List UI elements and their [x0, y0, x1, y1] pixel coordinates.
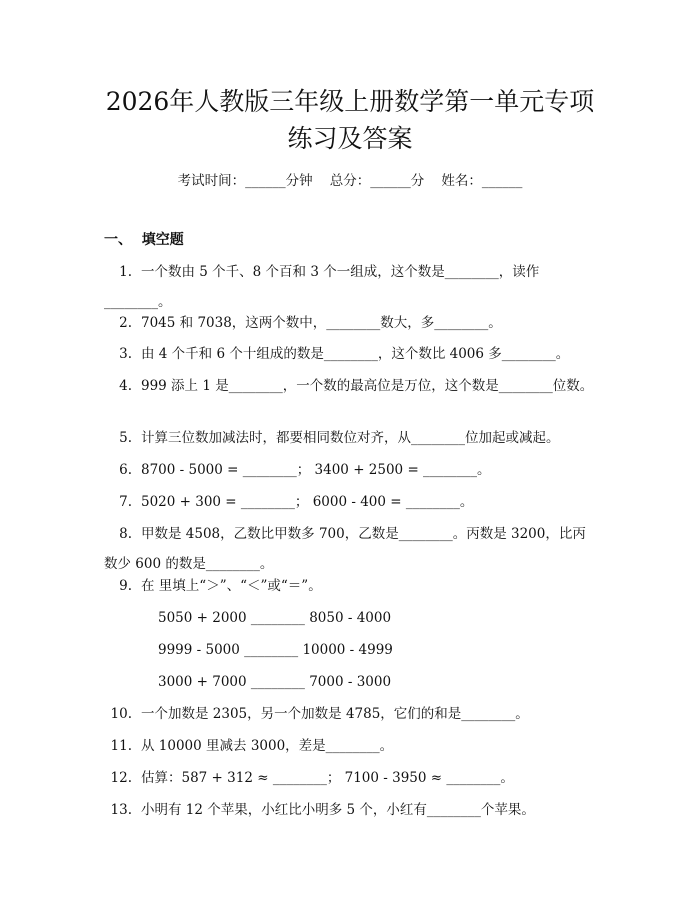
document-title-line-1: 2026年人教版三年级上册数学第一单元专项 [105, 87, 595, 116]
question-12 [104, 763, 594, 793]
question-text: 一个数由 5 个千、8 个百和 3 个一组成，这个数是________，读作________。 [104, 264, 540, 310]
question-text: 一个加数是 2305，另一个加数是 4785，它们的和是________。 [141, 706, 529, 722]
section-heading: 一、 填空题 [104, 232, 184, 248]
question-number: 1. [119, 264, 132, 280]
question-7 [104, 487, 594, 517]
comparison-row-3: 3000 + 7000 ________ 7000 - 3000 [158, 674, 392, 690]
question-number: 10. [110, 706, 132, 722]
question-text: 计算三位数加减法时，都要相同数位对齐，从________位加起或减起。 [141, 430, 560, 446]
question-4 [104, 371, 594, 401]
question-13 [104, 795, 594, 825]
question-text: 从 10000 里减去 3000，差是________。 [141, 738, 394, 754]
question-number: 9. [119, 578, 132, 594]
comparison-row-2: 9999 - 5000 ________ 10000 - 4999 [158, 642, 393, 658]
question-number: 2. [119, 315, 132, 331]
question-number: 4. [119, 378, 132, 394]
question-text: 8700 - 5000 = ________； 3400 + 2500 = ________。 [141, 462, 491, 478]
question-number: 8. [119, 526, 132, 542]
question-6 [104, 455, 594, 485]
question-text: 7045 和 7038，这两个数中，________数大，多________。 [141, 315, 502, 331]
question-text: 在 里填上“＞”、“＜”或“＝”。 [141, 578, 322, 594]
question-8 [104, 519, 594, 579]
question-text: 5020 + 300 = ________； 6000 - 400 = ________。 [141, 494, 474, 510]
question-5 [104, 423, 594, 453]
question-number: 11. [110, 738, 132, 754]
question-text: 由 4 个千和 6 个十组成的数是________，这个数比 4006 多________。 [141, 346, 570, 362]
question-11 [104, 731, 594, 761]
question-number: 12. [110, 770, 132, 786]
question-text: 估算：587 + 312 ≈ ________； 7100 - 3950 ≈ ________。 [141, 770, 514, 786]
question-text: 甲数是 4508，乙数比甲数多 700，乙数是________。丙数是 3200，比丙数少 600 的数是________。 [104, 526, 586, 572]
comparison-row-1: 5050 + 2000 ________ 8050 - 4000 [158, 610, 392, 626]
question-text: 999 添上 1 是________，一个数的最高位是万位，这个数是________位数。 [141, 378, 594, 394]
question-number: 6. [119, 462, 132, 478]
question-9 [104, 571, 594, 601]
question-10 [104, 699, 594, 729]
exam-meta-line: 考试时间：______分钟 总分：______分 姓名：______ [177, 173, 523, 189]
question-number: 7. [119, 494, 132, 510]
question-number: 5. [119, 430, 132, 446]
question-number: 13. [110, 802, 132, 818]
question-number: 3. [119, 346, 132, 362]
question-2 [104, 308, 594, 338]
question-3 [104, 339, 594, 369]
question-text: 小明有 12 个苹果，小红比小明多 5 个，小红有________个苹果。 [141, 802, 535, 818]
document-title-line-2: 练习及答案 [287, 124, 413, 153]
